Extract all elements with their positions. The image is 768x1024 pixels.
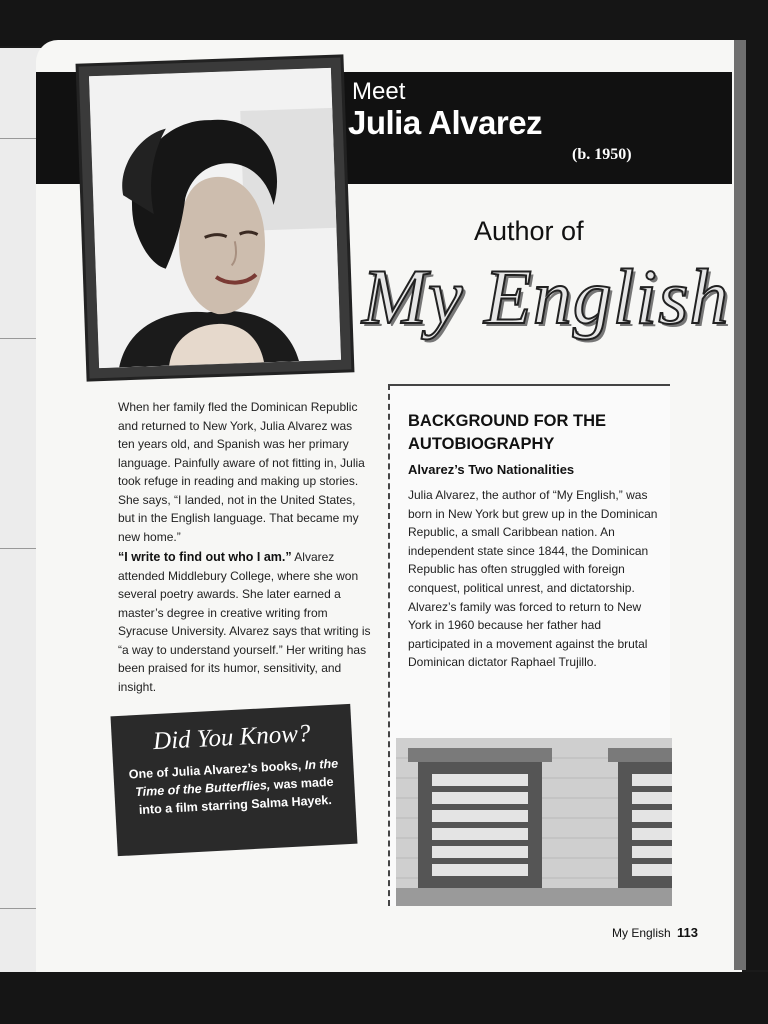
author-name: Julia Alvarez — [348, 104, 543, 141]
author-biography — [118, 398, 372, 696]
footer-label: My English — [612, 926, 671, 940]
author-photo-frame — [79, 58, 352, 379]
background-heading: BACKGROUND FOR THE AUTOBIOGRAPHY — [408, 412, 606, 453]
background-subheading: Alvarez’s Two Nationalities — [408, 462, 575, 477]
did-you-know-heading: Did You Know? — [152, 719, 312, 756]
scan-border-bottom — [0, 972, 768, 1024]
author-photo — [89, 68, 341, 368]
scan-border-right — [746, 40, 768, 970]
did-you-know-text-2: was made into a film starring Salma Hayek. — [138, 774, 334, 818]
bio-lead-quote: “I write to find out who I am.” — [118, 550, 292, 564]
did-you-know-box — [111, 704, 358, 856]
author-of-label: Author of — [474, 216, 584, 246]
page-spine — [734, 40, 746, 970]
did-you-know-body — [113, 754, 355, 820]
bio-paragraph-2 — [118, 548, 372, 696]
bio-paragraph-1: When her family fled the Dominican Republic and returned to New York, Julia Alvarez was ten years old, and Spanish was her primary language. Painfully aware of not fitting in, Julia took refuge in reading and making up stories. She says, “I landed, not in the United States, but in the English language. That became my new home.” — [118, 400, 365, 544]
bio-paragraph-2-text: Alvarez attended Middlebury College, where she won several poetry awards. She later earned a master’s degree in creative writing from Syracuse University. Alvarez says that writing is “a way to understand yourself.” Her writing has been praised for its humor, sensitivity, and insight. — [118, 550, 371, 694]
did-you-know-text-1: One of Julia Alvarez’s books, — [128, 758, 306, 782]
meet-label: Meet — [352, 78, 406, 105]
background-text: Julia Alvarez, the author of “My English,” was born in New York but grew up in the Dominican Republic, a small Caribbean nation. An independent state since 1844, the Dominican Republic has often struggled with foreign conquest, political unrest, and dictatorship. Alvarez’s family was forced to return to New York in 1960 because her father had participated in a movement against the brutal Dominican dictator Raphael Trujillo. — [408, 488, 658, 670]
page-number: 113 — [677, 925, 698, 940]
house-photo — [396, 738, 672, 906]
did-you-know-book-title: In the Time of the Butterflies, — [134, 756, 339, 800]
work-title: My English — [362, 253, 730, 340]
birth-year: (b. 1950) — [572, 146, 632, 163]
